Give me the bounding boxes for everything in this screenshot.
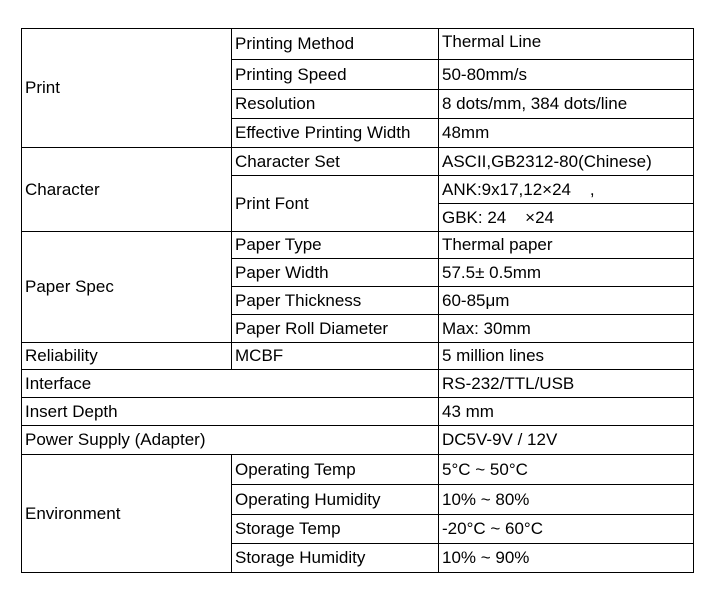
label-resolution: Resolution [232, 90, 439, 119]
value-paper-thickness: 60-85μm [439, 287, 694, 315]
label-character-set: Character Set [232, 148, 439, 176]
value-printing-method: Thermal Line [439, 29, 694, 60]
table-row [22, 426, 694, 455]
label-paper-roll-diameter: Paper Roll Diameter [232, 315, 439, 343]
table-row [22, 29, 694, 60]
table-row [22, 398, 694, 426]
label-power-supply: Power Supply (Adapter) [22, 426, 439, 455]
group-environment: Environment [22, 455, 232, 573]
label-storage-temp: Storage Temp [232, 515, 439, 544]
value-insert-depth: 43 mm [439, 398, 694, 426]
value-effective-width: 48mm [439, 119, 694, 148]
group-character: Character [22, 148, 232, 232]
value-interface: RS-232/TTL/USB [439, 370, 694, 398]
table-row [22, 343, 694, 370]
label-insert-depth: Insert Depth [22, 398, 439, 426]
value-operating-temp: 5°C ~ 50°C [439, 455, 694, 485]
group-paper-spec: Paper Spec [22, 232, 232, 343]
value-print-font-gbk: GBK: 24 ×24 [439, 204, 694, 232]
value-print-font-ank: ANK:9x17,12×24 , [439, 176, 694, 204]
value-storage-humidity: 10% ~ 90% [439, 544, 694, 573]
table-row [22, 148, 694, 176]
table-row [22, 455, 694, 485]
label-printing-speed: Printing Speed [232, 60, 439, 90]
label-paper-width: Paper Width [232, 259, 439, 287]
value-resolution: 8 dots/mm, 384 dots/line [439, 90, 694, 119]
label-paper-type: Paper Type [232, 232, 439, 259]
label-storage-humidity: Storage Humidity [232, 544, 439, 573]
label-interface: Interface [22, 370, 439, 398]
value-paper-roll-diameter: Max: 30mm [439, 315, 694, 343]
table-row [22, 232, 694, 259]
label-printing-method: Printing Method [232, 29, 439, 60]
label-paper-thickness: Paper Thickness [232, 287, 439, 315]
label-mcbf: MCBF [232, 343, 439, 370]
value-mcbf: 5 million lines [439, 343, 694, 370]
value-power-supply: DC5V-9V / 12V [439, 426, 694, 455]
label-operating-humidity: Operating Humidity [232, 485, 439, 515]
label-print-font: Print Font [232, 176, 439, 232]
value-storage-temp: -20°C ~ 60°C [439, 515, 694, 544]
value-printing-speed: 50-80mm/s [439, 60, 694, 90]
value-operating-humidity: 10% ~ 80% [439, 485, 694, 515]
label-effective-width: Effective Printing Width [232, 119, 439, 148]
value-paper-width: 57.5± 0.5mm [439, 259, 694, 287]
group-reliability: Reliability [22, 343, 232, 370]
group-print: Print [22, 29, 232, 148]
label-operating-temp: Operating Temp [232, 455, 439, 485]
value-character-set: ASCII,GB2312-80(Chinese) [439, 148, 694, 176]
table-row [22, 370, 694, 398]
value-paper-type: Thermal paper [439, 232, 694, 259]
specification-table [21, 28, 694, 573]
